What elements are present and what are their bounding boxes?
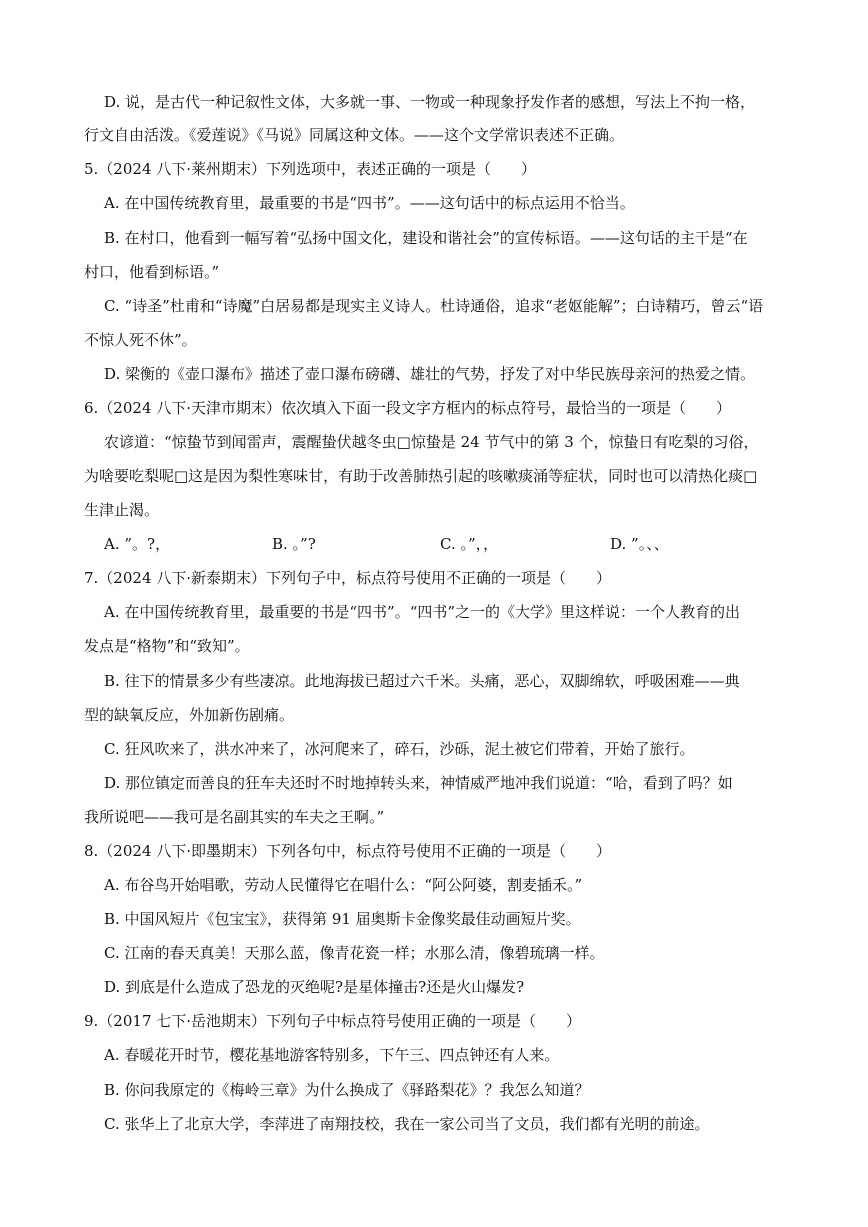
text-line: 不惊人死不休”。 — [84, 331, 197, 349]
option-line: B. 你问我原定的《梅岭三章》为什么换成了《驿路梨花》？我怎么知道？ — [104, 1081, 590, 1099]
option-b: B. 。”? — [272, 535, 316, 553]
option-line: A. 在中国传统教育里，最重要的书是“四书”。“四书”之一的《大学》里这样说：一个人教育的出 — [104, 603, 741, 621]
text-line: 行文自由活泼。《爱莲说》《马说》同属这种文体。——这个文学常识表述不正确。 — [84, 126, 625, 144]
option-c: C. 。”，， — [440, 535, 499, 553]
text-line: 发点是“格物”和“致知”。 — [84, 637, 250, 655]
option-line: C. 江南的春天真美！天那么蓝，像青花瓷一样；水那么清，像碧琉璃一样。 — [104, 944, 605, 962]
option-line: A. 布谷鸟开始唱歌，劳动人民懂得它在唱什么：“阿公阿婆，割麦插禾。” — [104, 876, 583, 894]
option-line: C. 张华上了北京大学，李萍进了南翔技校，我在一家公司当了文员，我们都有光明的前途。 — [104, 1115, 710, 1133]
question-stem: 6.（2024 八下·天津市期末）依次填入下面一段文字方框内的标点符号，最恰当的一项是（ ） — [84, 399, 732, 417]
option-line: C. “诗圣”杜甫和“诗魔”白居易都是现实主义诗人。杜诗通俗，追求“老妪能解”；白诗精巧，曾云“语 — [104, 297, 764, 315]
text-line: 我所说吧——我可是名副其实的车夫之王啊。” — [84, 808, 385, 826]
option-line: D. 那位镇定而善良的狂车夫还时不时地掉转头来，神情威严地冲我们说道：“哈，看到了吗？如 — [104, 774, 733, 792]
option-line: D. 梁衡的《壶口瀑布》描述了壶口瀑布磅礴、雄壮的气势，抒发了对中华民族母亲河的热爱之情。 — [104, 365, 756, 383]
text-line: 型的缺氧反应，外加新伤剧痛。 — [84, 706, 295, 724]
passage-line: 为啥要吃梨呢□这是因为梨性寒味甘，有助于改善肺热引起的咳嗽痰涌等症状，同时也可以清热化痰□ — [84, 467, 758, 485]
question-stem: 5.（2024 八下·莱州期末）下列选项中，表述正确的一项是（ ） — [84, 160, 537, 178]
option-line: B. 往下的情景多少有些凄凉。此地海拔已超过六千米。头痛，恶心，双脚绵软，呼吸困难——典 — [104, 672, 740, 690]
question-stem: 8.（2024 八下·即墨期末）下列各句中，标点符号使用不正确的一项是（ ） — [84, 842, 612, 860]
option-line: C. 狂风吹来了，洪水冲来了，冰河爬来了，碎石，沙砾，泥土被它们带着，开始了旅行。 — [104, 740, 695, 758]
question-stem: 7.（2024 八下·新泰期末）下列句子中，标点符号使用不正确的一项是（ ） — [84, 569, 612, 587]
question-stem: 9.（2017 七下·岳池期末）下列句子中标点符号使用正确的一项是（ ） — [84, 1012, 582, 1030]
option-d: D. ”。、、 — [610, 535, 669, 553]
passage-line: 农谚道：“惊蛰节到闻雷声，震醒蛰伏越冬虫□惊蛰是 24 节气中的第 3 个，惊蛰日有吃梨的习俗， — [104, 433, 759, 451]
option-line: B. 在村口，他看到一幅写着“弘扬中国文化，建设和谐社会”的宣传标语。——这句话的主干是“在 — [104, 229, 748, 247]
text-line: 村口，他看到标语。” — [84, 263, 220, 281]
text-line: D. 说，是古代一种记叙性文体，大多就一事、一物或一种现象抒发作者的感想，写法上不拘一格， — [104, 93, 756, 111]
passage-line: 生津止渴。 — [84, 501, 160, 519]
option-line: A. 在中国传统教育里，最重要的书是“四书”。——这句话中的标点运用不恰当。 — [104, 194, 635, 212]
option-a: A. ”。?， — [104, 535, 171, 553]
option-line: B. 中国风短片《包宝宝》，获得第 91 届奥斯卡金像奖最佳动画短片奖。 — [104, 910, 581, 928]
option-line: D. 到底是什么造成了恐龙的灭绝呢?是星体撞击?还是火山爆发? — [104, 978, 525, 996]
option-line: A. 春暖花开时节，樱花基地游客特别多，下午三、四点钟还有人来。 — [104, 1046, 560, 1064]
